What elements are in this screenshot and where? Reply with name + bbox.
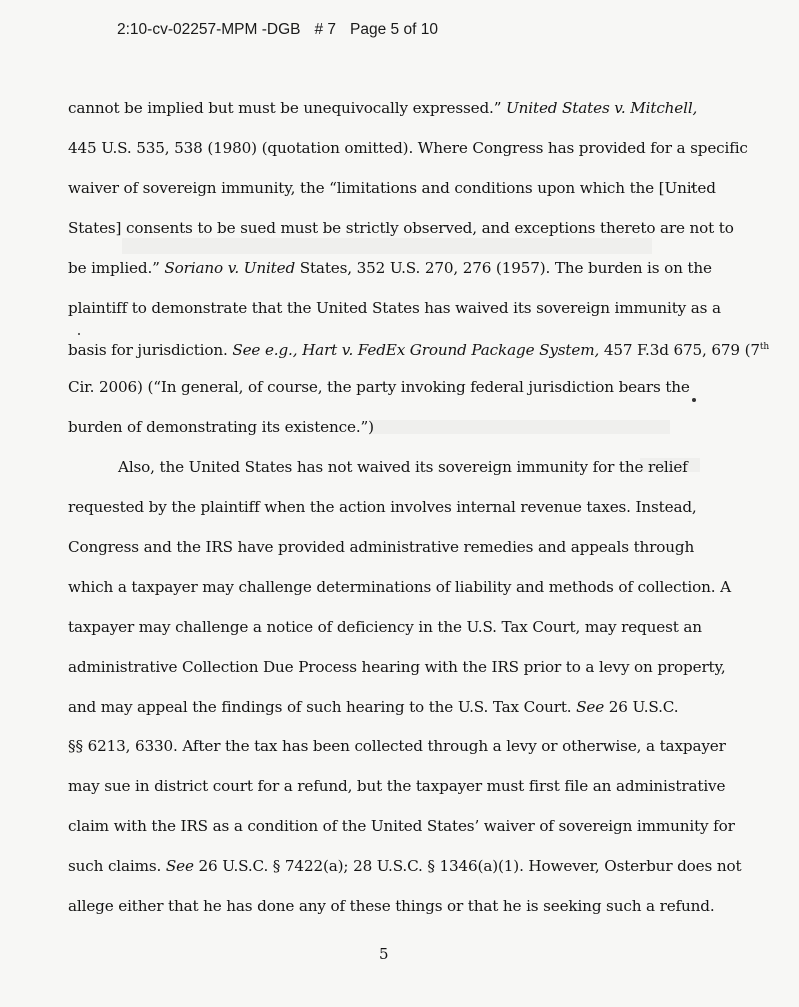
text-line (68, 697, 678, 717)
text-line (68, 218, 734, 238)
text-segment: burden of demonstrating its existence.”) (68, 418, 374, 437)
text-line (68, 377, 690, 397)
page-indicator: Page 5 of 10 (350, 21, 438, 38)
text-segment: 457 F.3d 675, 679 (7 (599, 341, 760, 360)
text-segment: 26 U.S.C. (604, 697, 679, 716)
text-segment: States] consents to be sued must be strictly observed, and exceptions thereto are not to (68, 218, 734, 237)
text-line (68, 736, 726, 756)
text-line (68, 617, 702, 637)
text-segment: plaintiff to demonstrate that the United States has waived its sovereign immunity as a (68, 298, 721, 317)
text-segment: §§ 6213, 6330. After the tax has been collected through a levy or otherwise, a taxpayer (68, 737, 726, 756)
text-line (68, 577, 731, 597)
text-segment: 26 U.S.C. § 7422(a); 28 U.S.C. § 1346(a)(1). However, Osterbur does not (193, 857, 742, 876)
text-line (68, 497, 697, 517)
text-line (68, 337, 769, 360)
text-line (68, 298, 721, 318)
text-segment: allege either that he has done any of these things or that he is seeking such a refund. (68, 897, 715, 915)
italic-citation: See (165, 857, 194, 876)
text-segment: such claims. (68, 857, 166, 876)
text-line (68, 417, 374, 437)
text-line (118, 457, 688, 477)
scan-speck (78, 333, 80, 335)
document-number: # 7 (314, 21, 337, 38)
text-segment: 445 U.S. 535, 538 (1980) (quotation omitted). Where Congress has provided for a specific (68, 138, 748, 157)
case-number: 2:10-cv-02257-MPM -DGB (117, 21, 301, 38)
italic-citation: See (576, 697, 605, 716)
text-segment: cannot be implied but must be unequivocally expressed.” (68, 99, 507, 117)
text-line (68, 258, 712, 278)
page-number: 5 (379, 945, 389, 963)
text-segment: may sue in district court for a refund, but the taxpayer must first file an administrative (68, 777, 726, 796)
text-segment: basis for jurisdiction. (68, 341, 233, 360)
text-segment: Cir. 2006) (“In general, of course, the party invoking federal jurisdiction bears the (68, 378, 690, 397)
text-line (68, 896, 715, 916)
text-segment: Also, the United States has not waived its sovereign immunity for the relief (118, 458, 688, 477)
text-segment: waiver of sovereign immunity, the “limitations and conditions upon which the [United (68, 178, 716, 197)
bleed-through-mark (370, 420, 670, 434)
text-line (68, 537, 694, 557)
court-filing-header (117, 21, 452, 39)
italic-citation: Soriano v. United (164, 258, 296, 277)
text-line (68, 98, 697, 118)
text-line (68, 138, 748, 158)
scan-speck (692, 398, 696, 402)
text-segment: administrative Collection Due Process hearing with the IRS prior to a levy on property, (68, 657, 726, 676)
text-segment: which a taxpayer may challenge determinations of liability and methods of collection. A (68, 577, 731, 596)
text-line (68, 178, 716, 198)
text-line (68, 776, 725, 796)
superscript: th (759, 342, 770, 353)
italic-citation: See e.g., Hart v. FedEx Ground Package System, (232, 341, 600, 360)
text-segment: claim with the IRS as a condition of the United States’ waiver of sovereign immunity for (68, 817, 735, 836)
text-segment: States, 352 U.S. 270, 276 (1957). The burden is on the (295, 258, 712, 277)
text-segment: requested by the plaintiff when the action involves internal revenue taxes. Instead, (68, 498, 697, 516)
text-line (68, 816, 735, 836)
text-segment: taxpayer may challenge a notice of deficiency in the U.S. Tax Court, may request an (68, 617, 702, 636)
italic-citation: United States v. Mitchell, (506, 99, 698, 117)
text-segment: Congress and the IRS have provided administrative remedies and appeals through (68, 537, 695, 556)
text-segment: be implied.” (68, 258, 165, 277)
text-segment: and may appeal the findings of such hearing to the U.S. Tax Court. (68, 697, 577, 716)
text-line (68, 856, 741, 876)
bleed-through-mark (122, 238, 652, 254)
text-line (68, 657, 726, 677)
